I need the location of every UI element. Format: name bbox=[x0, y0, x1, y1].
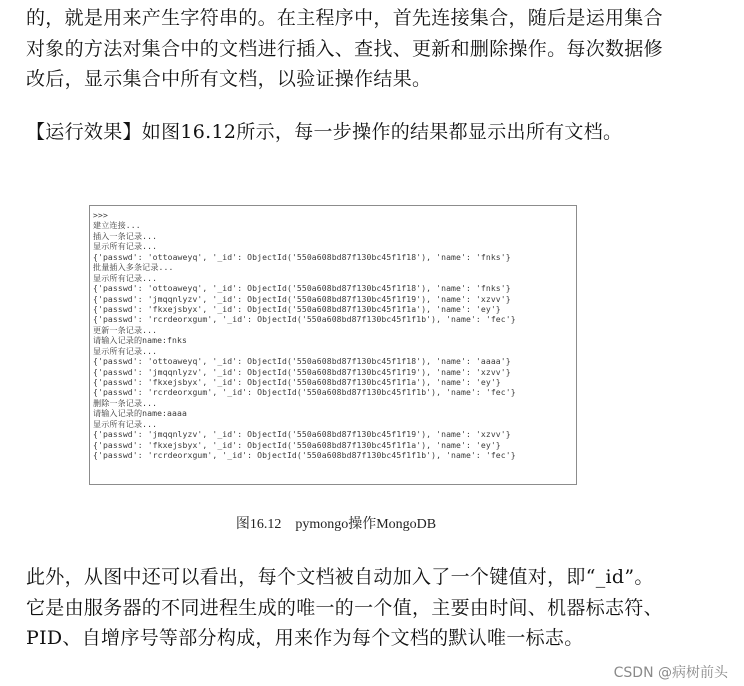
intro-paragraph: 的，就是用来产生字符串的。在主程序中，首先连接集合，随后是运用集合对象的方法对集合中的文档进行插入、查找、更新和删除操作。每次数据修改后，显示集合中所有文档，以验证操作结果。 bbox=[26, 7, 663, 90]
id-explanation-paragraph: 此外，从图中还可以看出，每个文档被自动加入了一个键值对，即“_id”。它是由服务器的不同进程生成的唯一的一个值，主要由时间、机器标志符、PID、自增序号等部分构成，用来作为每个文档的默认唯一标志。 bbox=[26, 566, 663, 649]
figure-caption: 图16.12 pymongo操作MongoDB bbox=[235, 517, 437, 532]
run-result-paragraph: 【运行效果】如图16.12所示，每一步操作的结果都显示出所有文档。 bbox=[26, 121, 623, 143]
terminal-line: 显示所有记录... bbox=[93, 418, 158, 429]
terminal-line: 请输入记录的name:aaaa bbox=[93, 408, 187, 419]
terminal-line: 显示所有记录... bbox=[93, 272, 158, 283]
terminal-line: 删除一条记录... bbox=[93, 397, 158, 408]
terminal-line: {'passwd': 'rcrdeorxgum', '_id': ObjectId('550a608bd87f130bc45f1f1b'), 'name': 'fec'} bbox=[93, 450, 516, 461]
terminal-line: 更新一条记录... bbox=[93, 324, 158, 335]
terminal-line: 显示所有记录... bbox=[93, 241, 158, 252]
terminal-output-figure bbox=[89, 205, 577, 485]
terminal-line: >>> bbox=[93, 210, 108, 220]
terminal-line: {'passwd': 'rcrdeorxgum', '_id': ObjectId('550a608bd87f130bc45f1f1b'), 'name': 'fec'} bbox=[93, 387, 516, 398]
terminal-line: {'passwd': 'fkxejsbyx', '_id': ObjectId('550a608bd87f130bc45f1f1a'), 'name': 'ey'} bbox=[93, 377, 501, 387]
terminal-line: {'passwd': 'jmqqnlyzv', '_id': ObjectId('550a608bd87f130bc45f1f19'), 'name': 'xzvv'} bbox=[93, 429, 511, 440]
terminal-line: 插入一条记录... bbox=[93, 230, 158, 241]
terminal-line: 请输入记录的name:fnks bbox=[93, 335, 187, 346]
terminal-line: {'passwd': 'ottoaweyq', '_id': ObjectId('550a608bd87f130bc45f1f18'), 'name': 'fnks'} bbox=[93, 251, 511, 262]
terminal-line: 批量插入多条记录... bbox=[93, 262, 174, 273]
terminal-line: {'passwd': 'jmqqnlyzv', '_id': ObjectId('550a608bd87f130bc45f1f19'), 'name': 'xzvv'} bbox=[93, 366, 511, 377]
terminal-line: 建立连接... bbox=[93, 220, 141, 231]
terminal-line: {'passwd': 'fkxejsbyx', '_id': ObjectId('550a608bd87f130bc45f1f1a'), 'name': 'ey'} bbox=[93, 439, 501, 450]
terminal-line: {'passwd': 'jmqqnlyzv', '_id': ObjectId('550a608bd87f130bc45f1f19'), 'name': 'xzvv'} bbox=[93, 293, 511, 304]
terminal-line: {'passwd': 'fkxejsbyx', '_id': ObjectId('550a608bd87f130bc45f1f1a'), 'name': 'ey'} bbox=[93, 303, 501, 314]
terminal-line: {'passwd': 'ottoaweyq', '_id': ObjectId('550a608bd87f130bc45f1f18'), 'name': 'aaaa'} bbox=[93, 356, 511, 367]
terminal-line: {'passwd': 'rcrdeorxgum', '_id': ObjectId('550a608bd87f130bc45f1f1b'), 'name': 'fec'} bbox=[93, 314, 516, 325]
terminal-line: {'passwd': 'ottoaweyq', '_id': ObjectId('550a608bd87f130bc45f1f18'), 'name': 'fnks'} bbox=[93, 283, 511, 294]
terminal-line: 显示所有记录... bbox=[93, 345, 158, 356]
csdn-watermark: CSDN @病树前头 bbox=[613, 665, 728, 681]
